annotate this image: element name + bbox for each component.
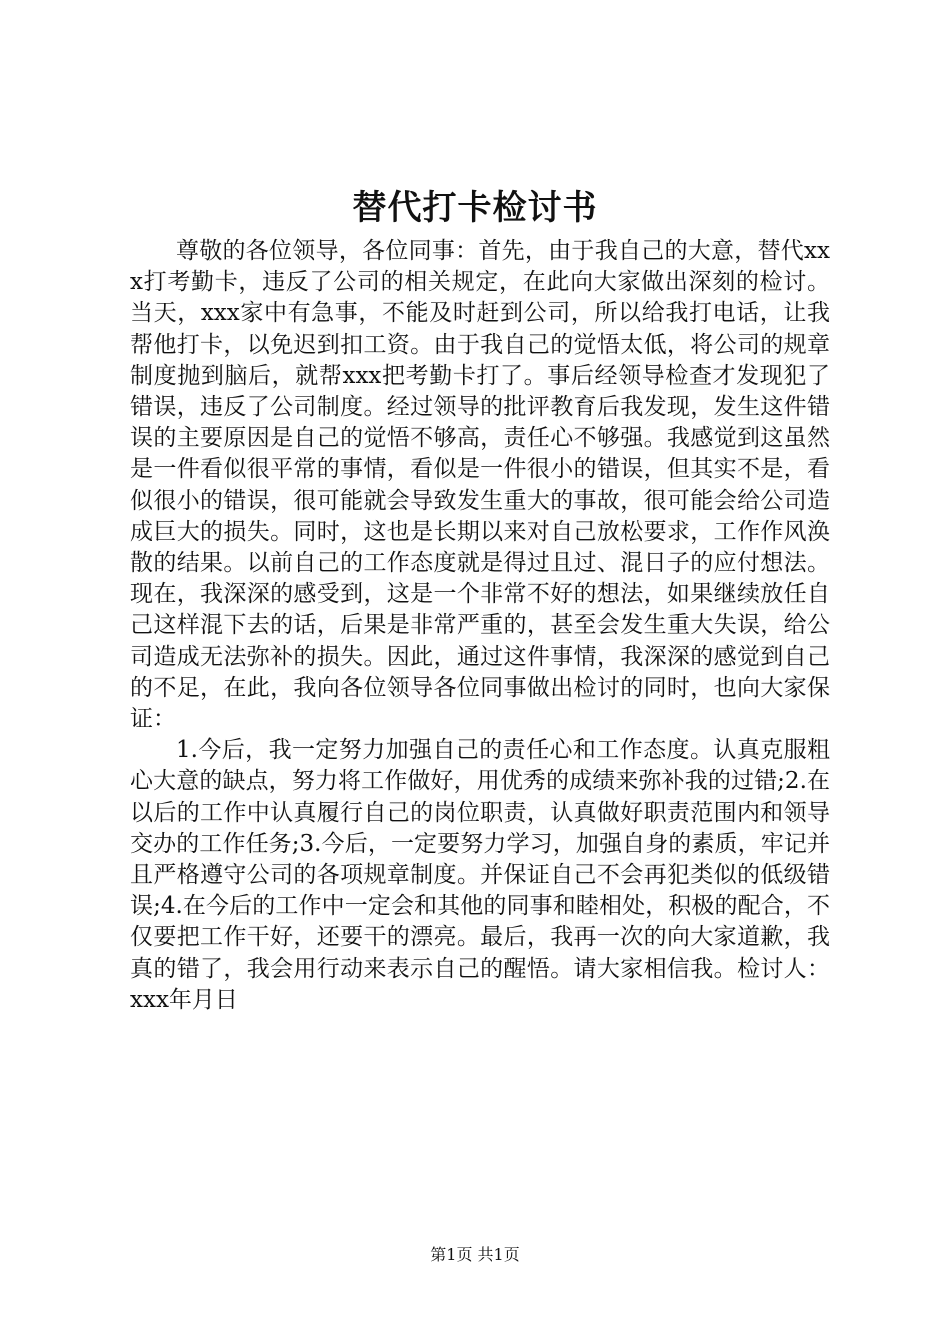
paragraph-apology: 尊敬的各位领导，各位同事：首先，由于我自己的大意，替代xxx打考勤卡，违反了公司的相关规定，在此向大家做出深刻的检讨。当天，xxx家中有急事，不能及时赶到公司，所以给我打电话，让我帮他打卡，以免迟到扣工资。由于我自己的觉悟太低，将公司的规章制度抛到脑后，就帮xxx把考勤卡打了。事后经领导检查才发现犯了错误，违反了公司制度。经过领导的批评教育后我发现，发生这件错误的主要原因是自己的觉悟不够高，责任心不够强。我感觉到这虽然是一件看似很平常的事情，看似是一件很小的错误，但其实不是，看似很小的错误，很可能就会导致发生重大的事故，很可能会给公司造成巨大的损失。同时，这也是长期以来对自己放松要求，工作作风涣散的结果。以前自己的工作态度就是得过且过、混日子的应付想法。现在，我深深的感受到，这是一个非常不好的想法，如果继续放任自己这样混下去的话，后果是非常严重的，甚至会发生重大失误，给公司造成无法弥补的损失。因此，通过这件事情，我深深的感觉到自己的不足，在此，我向各位领导各位同事做出检讨的同时，也向大家保证： [130,238,830,733]
paragraph-commitments: 1.今后，我一定努力加强自己的责任心和工作态度。认真克服粗心大意的缺点，努力将工作做好，用优秀的成绩来弥补我的过错;2.在以后的工作中认真履行自己的岗位职责，认真做好职责范围内和领导交办的工作任务;3.今后，一定要努力学习，加强自身的素质，牢记并且严格遵守公司的各项规章制度。并保证自己不会再犯类似的低级错误;4.在今后的工作中一定会和其他的同事和睦相处，积极的配合，不仅要把工作干好，还要干的漂亮。最后，我再一次的向大家道歉，我真的错了，我会用行动来表示自己的醒悟。请大家相信我。检讨人：xxx年月日 [130,737,830,1013]
document-title: 替代打卡检讨书 [352,188,598,228]
page-number-footer: 第1页 共1页 [430,1245,520,1264]
document-body [130,236,830,1016]
